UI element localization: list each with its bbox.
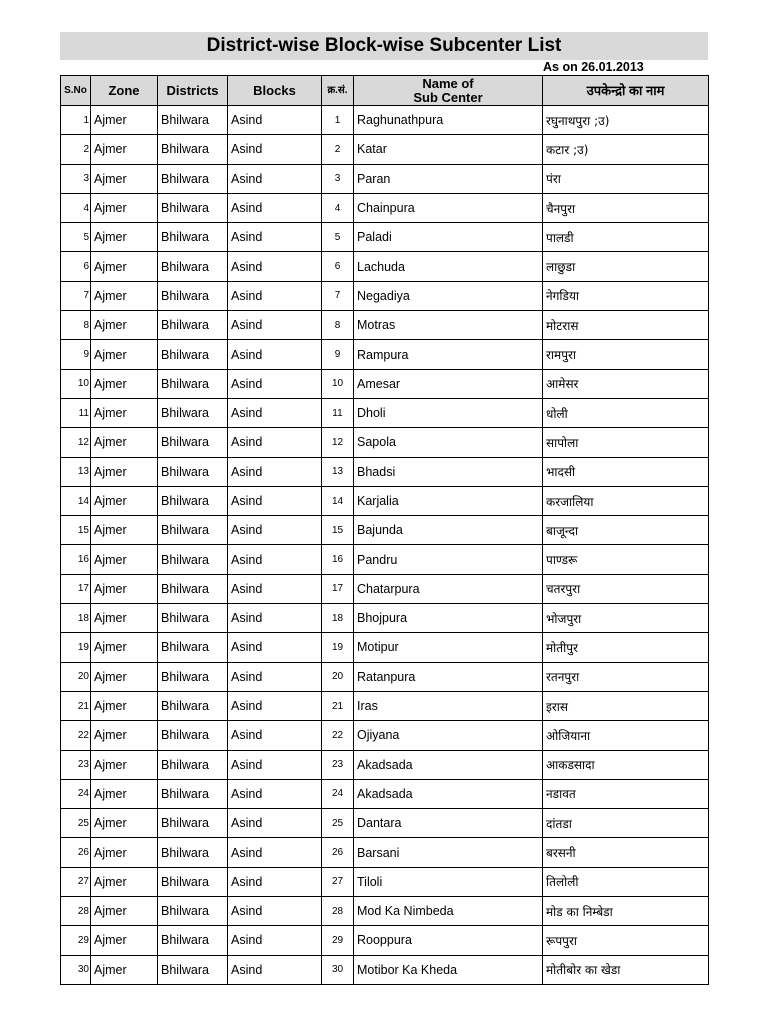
row-district: Bhilwara	[158, 662, 228, 691]
row-zone: Ajmer	[91, 135, 158, 164]
header-row	[61, 76, 709, 106]
row-district: Bhilwara	[158, 750, 228, 779]
row-sno: 14	[61, 486, 91, 515]
table-row	[61, 604, 709, 633]
row-block: Asind	[228, 604, 322, 633]
row-kr: 1	[322, 106, 354, 135]
row-district: Bhilwara	[158, 135, 228, 164]
header-subcenter-name	[354, 76, 543, 106]
row-sno: 20	[61, 662, 91, 691]
row-district: Bhilwara	[158, 867, 228, 896]
row-subcenter-name: Motipur	[354, 633, 543, 662]
row-block: Asind	[228, 428, 322, 457]
row-sno: 11	[61, 398, 91, 427]
row-hindi-name: नडावत	[543, 779, 709, 808]
row-kr: 20	[322, 662, 354, 691]
row-zone: Ajmer	[91, 106, 158, 135]
row-zone: Ajmer	[91, 721, 158, 750]
header-districts: Districts	[158, 76, 228, 106]
table-row	[61, 955, 709, 984]
row-hindi-name: भोजपुरा	[543, 604, 709, 633]
row-district: Bhilwara	[158, 721, 228, 750]
row-sno: 29	[61, 926, 91, 955]
row-district: Bhilwara	[158, 604, 228, 633]
row-zone: Ajmer	[91, 779, 158, 808]
row-subcenter-name: Sapola	[354, 428, 543, 457]
row-hindi-name: इरास	[543, 691, 709, 720]
row-hindi-name: रामपुरा	[543, 340, 709, 369]
row-hindi-name: पाण्डरू	[543, 545, 709, 574]
row-block: Asind	[228, 340, 322, 369]
row-subcenter-name: Barsani	[354, 838, 543, 867]
row-kr: 3	[322, 164, 354, 193]
row-district: Bhilwara	[158, 574, 228, 603]
row-hindi-name: बरसनी	[543, 838, 709, 867]
row-hindi-name: ओजियाना	[543, 721, 709, 750]
table-row	[61, 164, 709, 193]
row-sno: 26	[61, 838, 91, 867]
row-kr: 9	[322, 340, 354, 369]
header-name-line2: Sub Center	[413, 89, 483, 105]
table-row	[61, 135, 709, 164]
row-kr: 18	[322, 604, 354, 633]
row-kr: 26	[322, 838, 354, 867]
row-district: Bhilwara	[158, 428, 228, 457]
row-block: Asind	[228, 135, 322, 164]
row-zone: Ajmer	[91, 369, 158, 398]
row-block: Asind	[228, 369, 322, 398]
row-zone: Ajmer	[91, 486, 158, 515]
row-block: Asind	[228, 955, 322, 984]
row-kr: 17	[322, 574, 354, 603]
row-subcenter-name: Chatarpura	[354, 574, 543, 603]
table-row	[61, 106, 709, 135]
row-district: Bhilwara	[158, 311, 228, 340]
row-kr: 22	[322, 721, 354, 750]
row-kr: 30	[322, 955, 354, 984]
table-row	[61, 809, 709, 838]
row-sno: 22	[61, 721, 91, 750]
row-hindi-name: कटार ;उ)	[543, 135, 709, 164]
row-sno: 1	[61, 106, 91, 135]
row-zone: Ajmer	[91, 574, 158, 603]
row-subcenter-name: Pandru	[354, 545, 543, 574]
row-sno: 2	[61, 135, 91, 164]
row-subcenter-name: Lachuda	[354, 252, 543, 281]
row-hindi-name: बाजून्दा	[543, 516, 709, 545]
table-row	[61, 721, 709, 750]
row-hindi-name: मोतीबोर का खेडा	[543, 955, 709, 984]
row-hindi-name: रघुनाथपुरा ;उ)	[543, 106, 709, 135]
row-hindi-name: नेगडिया	[543, 281, 709, 310]
row-block: Asind	[228, 809, 322, 838]
row-zone: Ajmer	[91, 398, 158, 427]
row-subcenter-name: Chainpura	[354, 193, 543, 222]
row-block: Asind	[228, 545, 322, 574]
header-sno: S.No	[61, 76, 91, 106]
row-zone: Ajmer	[91, 252, 158, 281]
row-zone: Ajmer	[91, 809, 158, 838]
row-subcenter-name: Amesar	[354, 369, 543, 398]
row-district: Bhilwara	[158, 955, 228, 984]
row-kr: 4	[322, 193, 354, 222]
row-block: Asind	[228, 281, 322, 310]
row-sno: 3	[61, 164, 91, 193]
row-kr: 24	[322, 779, 354, 808]
row-zone: Ajmer	[91, 311, 158, 340]
row-block: Asind	[228, 662, 322, 691]
row-zone: Ajmer	[91, 516, 158, 545]
row-block: Asind	[228, 897, 322, 926]
table-row	[61, 281, 709, 310]
table-row	[61, 545, 709, 574]
as-on-date: As on 26.01.2013	[543, 60, 644, 74]
row-hindi-name: रतनपुरा	[543, 662, 709, 691]
row-district: Bhilwara	[158, 369, 228, 398]
row-subcenter-name: Tiloli	[354, 867, 543, 896]
table-row	[61, 750, 709, 779]
row-district: Bhilwara	[158, 486, 228, 515]
row-hindi-name: आकडसादा	[543, 750, 709, 779]
row-subcenter-name: Karjalia	[354, 486, 543, 515]
row-district: Bhilwara	[158, 516, 228, 545]
row-hindi-name: दांतडा	[543, 809, 709, 838]
row-subcenter-name: Negadiya	[354, 281, 543, 310]
row-hindi-name: आमेसर	[543, 369, 709, 398]
row-sno: 25	[61, 809, 91, 838]
table-body	[61, 106, 709, 985]
header-kr: क्र.सं.	[322, 76, 354, 106]
row-sno: 9	[61, 340, 91, 369]
table-row	[61, 633, 709, 662]
header-zone: Zone	[91, 76, 158, 106]
table-row	[61, 838, 709, 867]
row-sno: 27	[61, 867, 91, 896]
table-row	[61, 252, 709, 281]
table-row	[61, 223, 709, 252]
row-subcenter-name: Bhojpura	[354, 604, 543, 633]
row-sno: 8	[61, 311, 91, 340]
row-kr: 14	[322, 486, 354, 515]
table-row	[61, 867, 709, 896]
row-sno: 5	[61, 223, 91, 252]
row-hindi-name: पालडी	[543, 223, 709, 252]
row-hindi-name: मोतीपुर	[543, 633, 709, 662]
row-sno: 12	[61, 428, 91, 457]
row-block: Asind	[228, 164, 322, 193]
row-block: Asind	[228, 691, 322, 720]
row-hindi-name: चैनपुरा	[543, 193, 709, 222]
row-subcenter-name: Paran	[354, 164, 543, 193]
header-hindi-name: उपकेन्द्रो का नाम	[543, 76, 709, 106]
row-subcenter-name: Bhadsi	[354, 457, 543, 486]
row-hindi-name: चतरपुरा	[543, 574, 709, 603]
row-zone: Ajmer	[91, 691, 158, 720]
row-sno: 30	[61, 955, 91, 984]
row-subcenter-name: Paladi	[354, 223, 543, 252]
row-kr: 27	[322, 867, 354, 896]
row-block: Asind	[228, 926, 322, 955]
row-subcenter-name: Akadsada	[354, 779, 543, 808]
row-sno: 15	[61, 516, 91, 545]
row-block: Asind	[228, 311, 322, 340]
row-zone: Ajmer	[91, 545, 158, 574]
row-zone: Ajmer	[91, 867, 158, 896]
row-kr: 21	[322, 691, 354, 720]
row-kr: 11	[322, 398, 354, 427]
row-district: Bhilwara	[158, 457, 228, 486]
row-subcenter-name: Akadsada	[354, 750, 543, 779]
row-kr: 13	[322, 457, 354, 486]
row-subcenter-name: Rooppura	[354, 926, 543, 955]
subcenter-table	[60, 75, 709, 985]
row-hindi-name: रूपपुरा	[543, 926, 709, 955]
row-hindi-name: धोली	[543, 398, 709, 427]
row-sno: 28	[61, 897, 91, 926]
row-subcenter-name: Rampura	[354, 340, 543, 369]
table-row	[61, 574, 709, 603]
row-district: Bhilwara	[158, 106, 228, 135]
row-district: Bhilwara	[158, 633, 228, 662]
row-subcenter-name: Bajunda	[354, 516, 543, 545]
table-row	[61, 779, 709, 808]
row-kr: 25	[322, 809, 354, 838]
row-hindi-name: सापोला	[543, 428, 709, 457]
row-block: Asind	[228, 838, 322, 867]
row-subcenter-name: Iras	[354, 691, 543, 720]
row-block: Asind	[228, 867, 322, 896]
table-row	[61, 691, 709, 720]
row-district: Bhilwara	[158, 164, 228, 193]
row-kr: 7	[322, 281, 354, 310]
table-row	[61, 398, 709, 427]
header-blocks: Blocks	[228, 76, 322, 106]
row-block: Asind	[228, 516, 322, 545]
row-block: Asind	[228, 457, 322, 486]
row-hindi-name: लाछुडा	[543, 252, 709, 281]
table-row	[61, 369, 709, 398]
row-zone: Ajmer	[91, 662, 158, 691]
row-subcenter-name: Raghunathpura	[354, 106, 543, 135]
row-hindi-name: तिलोली	[543, 867, 709, 896]
row-kr: 12	[322, 428, 354, 457]
row-district: Bhilwara	[158, 809, 228, 838]
row-sno: 24	[61, 779, 91, 808]
row-kr: 19	[322, 633, 354, 662]
row-sno: 10	[61, 369, 91, 398]
row-block: Asind	[228, 574, 322, 603]
row-zone: Ajmer	[91, 223, 158, 252]
row-district: Bhilwara	[158, 838, 228, 867]
row-district: Bhilwara	[158, 223, 228, 252]
table-row	[61, 516, 709, 545]
row-kr: 2	[322, 135, 354, 164]
row-block: Asind	[228, 721, 322, 750]
row-sno: 23	[61, 750, 91, 779]
row-sno: 17	[61, 574, 91, 603]
row-zone: Ajmer	[91, 457, 158, 486]
row-subcenter-name: Mod Ka Nimbeda	[354, 897, 543, 926]
row-sno: 7	[61, 281, 91, 310]
row-block: Asind	[228, 106, 322, 135]
row-block: Asind	[228, 398, 322, 427]
row-zone: Ajmer	[91, 633, 158, 662]
row-subcenter-name: Dantara	[354, 809, 543, 838]
table-row	[61, 457, 709, 486]
row-subcenter-name: Motibor Ka Kheda	[354, 955, 543, 984]
row-zone: Ajmer	[91, 281, 158, 310]
row-kr: 28	[322, 897, 354, 926]
row-district: Bhilwara	[158, 193, 228, 222]
row-block: Asind	[228, 779, 322, 808]
row-zone: Ajmer	[91, 193, 158, 222]
row-zone: Ajmer	[91, 340, 158, 369]
table-row	[61, 428, 709, 457]
table-row	[61, 340, 709, 369]
row-zone: Ajmer	[91, 897, 158, 926]
row-block: Asind	[228, 223, 322, 252]
row-zone: Ajmer	[91, 428, 158, 457]
table-row	[61, 662, 709, 691]
row-kr: 8	[322, 311, 354, 340]
row-zone: Ajmer	[91, 955, 158, 984]
row-sno: 18	[61, 604, 91, 633]
row-block: Asind	[228, 633, 322, 662]
row-zone: Ajmer	[91, 604, 158, 633]
row-sno: 19	[61, 633, 91, 662]
row-zone: Ajmer	[91, 926, 158, 955]
row-district: Bhilwara	[158, 281, 228, 310]
row-sno: 4	[61, 193, 91, 222]
row-kr: 15	[322, 516, 354, 545]
row-subcenter-name: Ratanpura	[354, 662, 543, 691]
row-kr: 23	[322, 750, 354, 779]
row-sno: 21	[61, 691, 91, 720]
table-row	[61, 486, 709, 515]
row-kr: 29	[322, 926, 354, 955]
table-row	[61, 926, 709, 955]
row-subcenter-name: Katar	[354, 135, 543, 164]
row-hindi-name: मोटरास	[543, 311, 709, 340]
row-district: Bhilwara	[158, 340, 228, 369]
row-district: Bhilwara	[158, 926, 228, 955]
row-hindi-name: मोड का निम्बेडा	[543, 897, 709, 926]
row-hindi-name: भादसी	[543, 457, 709, 486]
row-sno: 6	[61, 252, 91, 281]
row-block: Asind	[228, 486, 322, 515]
row-subcenter-name: Dholi	[354, 398, 543, 427]
row-kr: 6	[322, 252, 354, 281]
row-hindi-name: करजालिया	[543, 486, 709, 515]
row-sno: 16	[61, 545, 91, 574]
row-kr: 5	[322, 223, 354, 252]
table-row	[61, 193, 709, 222]
row-kr: 10	[322, 369, 354, 398]
row-district: Bhilwara	[158, 897, 228, 926]
row-subcenter-name: Motras	[354, 311, 543, 340]
table-row	[61, 311, 709, 340]
row-subcenter-name: Ojiyana	[354, 721, 543, 750]
table-row	[61, 897, 709, 926]
row-hindi-name: पंरा	[543, 164, 709, 193]
row-zone: Ajmer	[91, 164, 158, 193]
row-district: Bhilwara	[158, 545, 228, 574]
row-district: Bhilwara	[158, 779, 228, 808]
row-district: Bhilwara	[158, 691, 228, 720]
row-block: Asind	[228, 252, 322, 281]
row-district: Bhilwara	[158, 252, 228, 281]
row-kr: 16	[322, 545, 354, 574]
row-sno: 13	[61, 457, 91, 486]
row-block: Asind	[228, 750, 322, 779]
row-zone: Ajmer	[91, 838, 158, 867]
row-block: Asind	[228, 193, 322, 222]
page-title: District-wise Block-wise Subcenter List	[60, 32, 708, 60]
row-zone: Ajmer	[91, 750, 158, 779]
header-name-line1: Name of	[422, 75, 474, 91]
row-district: Bhilwara	[158, 398, 228, 427]
